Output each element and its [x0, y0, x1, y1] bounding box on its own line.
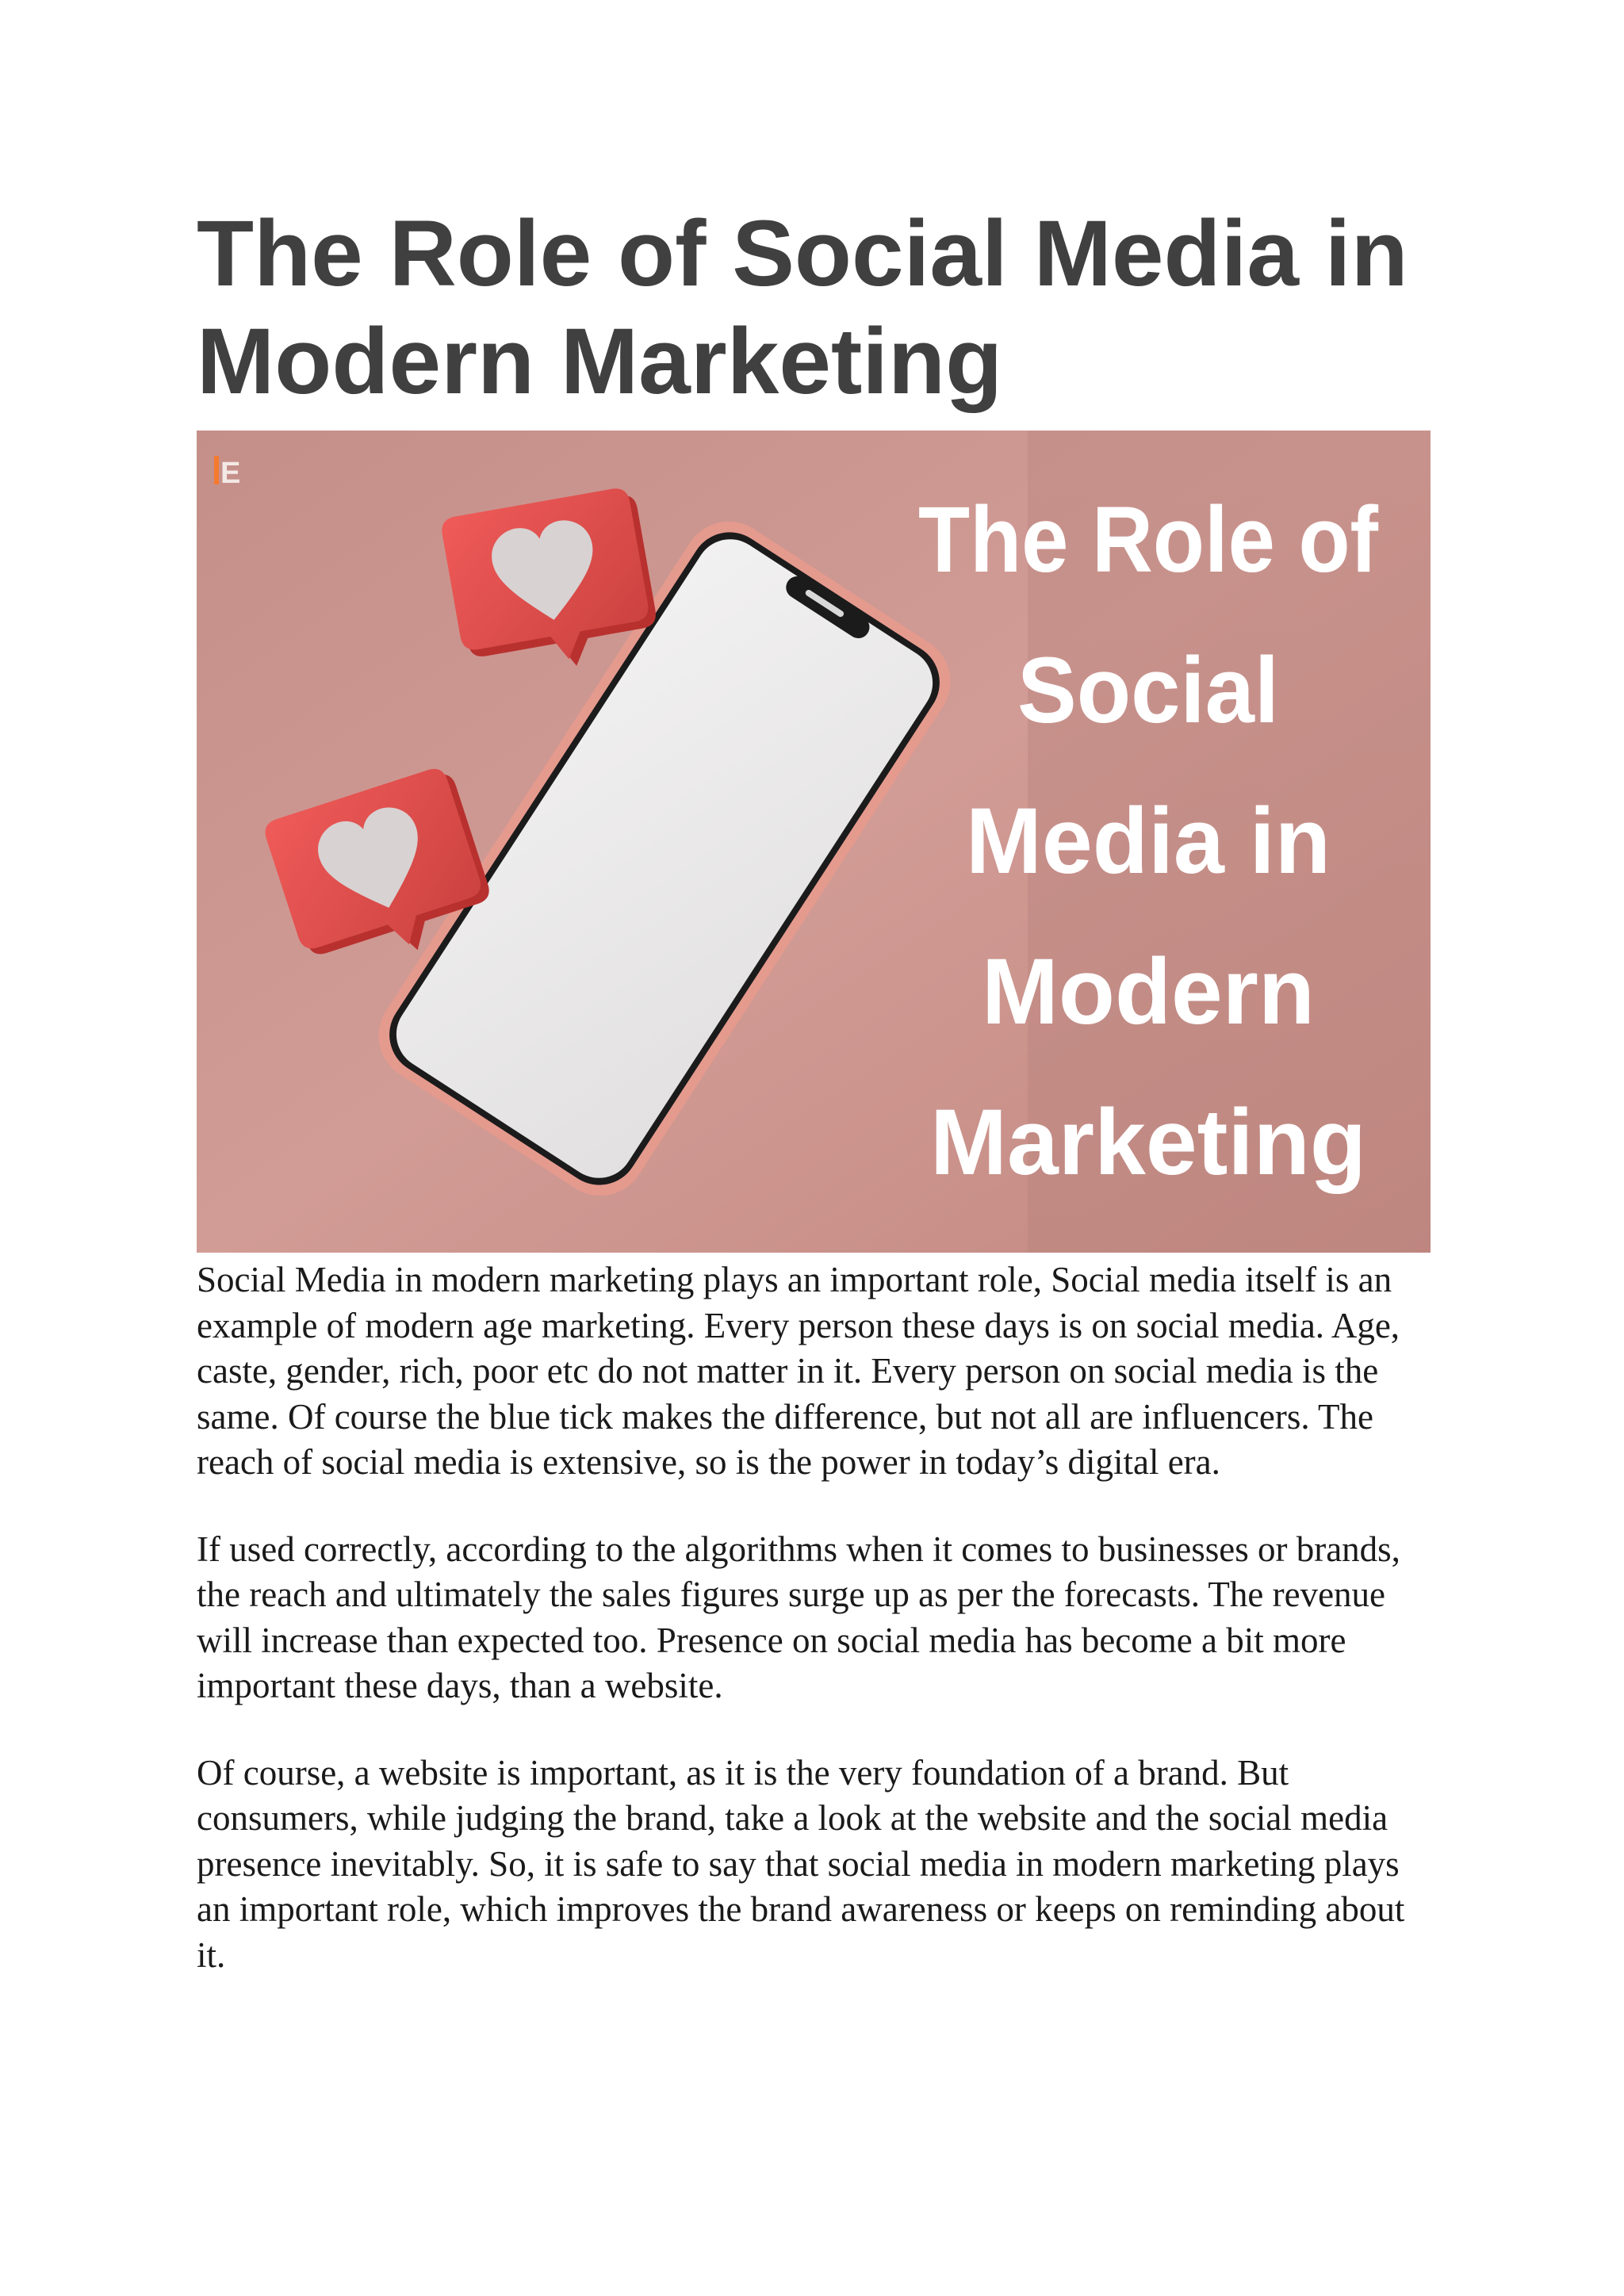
hero-image — [197, 430, 1431, 1253]
overlay-line-3: Media in — [966, 789, 1331, 894]
overlay-line-5: Marketing — [930, 1090, 1366, 1195]
paragraph: If used correctly, according to the algorithms when it comes to businesses or brands, the reach and ultimately the sales figures surge up as per the forecasts. The revenue will increase than expected too. Presence on social media has become a bit more important these days, than a website. — [197, 1529, 1400, 1705]
overlay-line-1: The Role of — [918, 488, 1379, 592]
paragraph: Social Media in modern marketing plays an important role, Social media itself is an example of modern age marketing. Every person these days is on social media. Age, caste, gender, rich, poor etc do not matter in it. Every person on social media is the same. Of course the blue tick makes the difference, but not all are influencers. The reach of social media is extensive, so is the power in today’s digital era. — [197, 1260, 1400, 1482]
overlay-line-4: Modern — [982, 939, 1315, 1044]
logo-letter: E — [220, 457, 241, 490]
article-body — [197, 1257, 1442, 2019]
article-title: The Role of Social Media in Modern Marketing — [197, 201, 1408, 414]
overlay-line-2: Social — [1017, 638, 1279, 743]
paragraph: Of course, a website is important, as it is the very foundation of a brand. But consumers, while judging the brand, take a look at the website and the social media presence inevitably. So, it is safe to say that social media in modern marketing plays an important role, which improves the brand awareness or keeps on reminding about it. — [197, 1752, 1405, 1975]
